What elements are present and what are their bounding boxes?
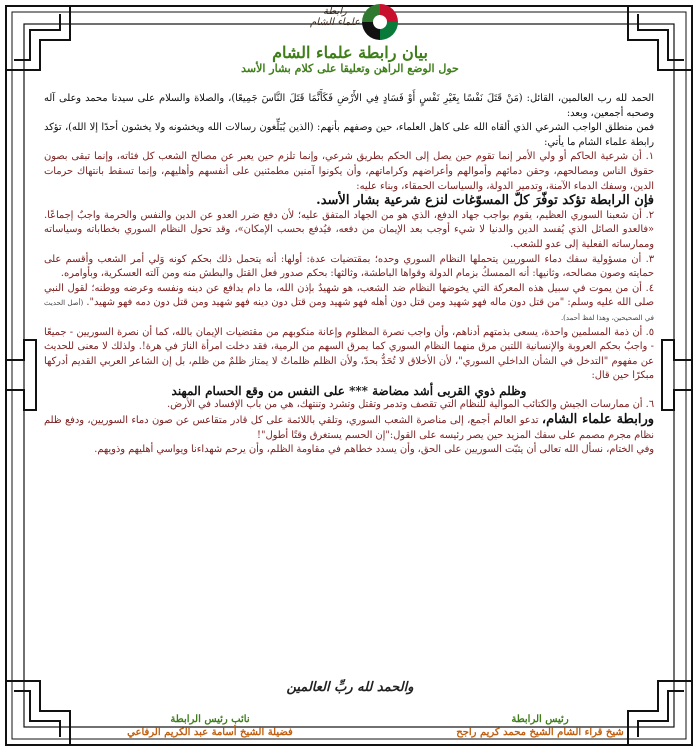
conclusion-paragraph: ورابطة علماء الشام، تدعو العالم أجمع، إلى مناصرة الشعب السوري، وتلقي باللائمة على كل قادر متقاعس عن صون دماء السوريين، ودفع ظلم نظام مجرم مصمم على سفك المزيد حين يصر رئيسه على القول:"إن الحسم يستغرق وقتًا أطول"! [44, 412, 654, 441]
signature-president [430, 713, 650, 739]
item-1-emphasis: فإن الرابطة تؤكد توفّرَ كلّ المسوّغات لنزع شرعية بشار الأسد. [316, 193, 654, 209]
poem-verse: وظلم ذوي القربى أشد مضاضة *** على النفس من وقع الحسام المهند [171, 383, 527, 398]
closing-prayer: وفي الختام، نسأل الله تعالى أن يثبّت السوريين على الحق، وأن يسدد خطاهم في مقاومة الظلم، وأن يرحم شهداءنا ويواسي أهليهم وذويهم. [94, 444, 654, 456]
signature-name: فضيلة الشيخ أسامة عبد الكريم الرفاعي [127, 727, 293, 738]
statement-body [44, 92, 654, 458]
hadith-note: (أصل الحديث في الصحيحين، وهذا لفظ أحمد). [44, 299, 654, 322]
signature-name: شيخ قراء الشام الشيخ محمد كريم راجح [456, 727, 624, 738]
item-1: ١. أن شرعية الحاكم أو ولي الأمر إنما تقوم حين يصل إلى الحكم بطريق شرعي، وإنما تلزم حين يعبر عن مصالح الشعب كل فئاته، وإنما تبقى بصون حقوق الناس ومصالحهم، وحقن دمائهم وأموالهم وأعراضهم وكراماتهم، وأن يكونوا آمنين مطمئنين على أنفسهم وأهليهم، وإنما تسقط بانتهاك حرمات الدين، وسفك الدماء الآمنة، وتدمير الدولة، والسياسات الحمقاء، وبناء عليه: [44, 151, 654, 192]
page-title: بيان رابطة علماء الشام [272, 43, 428, 62]
intro-paragraph: الحمد لله رب العالمين، القائل: (مَنْ قَتَلَ نَفْسًا بِغَيْرِ نَفْسٍ أَوْ فَسَادٍ فِي الأَرْضِ فَكَأَنَّمَا قَتَلَ النَّاسَ جَمِيعًا)، والصلاة والسلام على سيدنا محمد وعلى آله وصحبه أجمعين، وبعد: [44, 93, 654, 119]
intro-paragraph-2: فمن منطلق الواجب الشرعي الذي ألقاه الله على كاهل العلماء، حين وصفهم بأنهم: (الذين يُبَلِّغون رسالات الله ويخشونه ولا يخشون أحدًا إلا الله)، تؤكد رابطة علماء الشام ما يأتي: [44, 122, 654, 148]
item-5: ٥. أن ذمة المسلمين واحدة، يسعى بذمتهم أدناهم، وأن واجب نصرة المظلوم وإعانة منكوبهم من مقتضيات الإيمان بالله، كما أن نصرة السوريين - جميعًا - واجبٌ بحكم العروبة والإنسانية اللتين مرق منهما النظام السوري كما يمرق السهم من الرمية، فقد دخلت امرأة النارَ في هرة!. ولذلك لا معنى للحديث عن مفهوم "التدخل في الشأن الداخلي السوري"، لأن الأخلاق لا تُحَدُّ بحدّ، ولأن الظلم ظلماتٌ لا يمتاز ظلمٌ من ظلم، بل إن الشاعر العربي القديم أدركها مبكرًا حين قال: [44, 326, 654, 382]
signature-role: رئيس الرابطة [511, 714, 569, 725]
item-4: ٤. أن من يموت في سبيل هذه المعركة التي يخوضها النظام ضد الشعب، هو شهيدٌ بإذن الله، ما دام يدافع عن دينه ونفسه وعرضه ووطنه؛ لقول النبي صلى الله عليه وسلم: "من قتل دون ماله فهو شهيد ومن قتل دون أهله فهو شهيد ومن قتل دون دينه فهو شهيد ومن قتل دون دمه فهو شهيد". (أصل الحديث في الصحيحين، وهذا لفظ أحمد). [44, 282, 654, 322]
signature-vice-president [90, 713, 330, 739]
signature-role: نائب رئيس الرابطة [170, 714, 250, 725]
item-2: ٢. أن شعبنا السوري العظيم، يقوم بواجب جهاد الدفع، الذي هو من الجهاد المتفق عليه؛ لأن دفع ضرر العدو عن الدين والنفس والحرمة واجبٌ إجماعًا. «فالعدو الصائل الذي يُفسد الدين والدنيا لا شيء أوجب بعد الإيمان من دفعه، فيُدفع بحسب الإمكان»، وقد تحول النظام السوري بخطاباته وسياساته وممارساته الفعلية إلى عدو للشعب. [44, 209, 654, 250]
logo-text: رابطة علماء الشام [310, 6, 360, 28]
item-6: ٦. أن ممارسات الجيش والكتائب الموالية للنظام التي تقصف وتدمر وتقتل وتشرد وتنتهك، هي من باب الإفساد في الأرض. [167, 399, 654, 411]
page-subtitle: حول الوضع الراهن وتعليقا على كلام بشار الأسد [241, 62, 459, 75]
item-3: ٣. أن مسؤولية سفك دماء السوريين يتحملها النظام السوري وحده؛ بمقتضيات عدة: أولها: أنه يتحمل ذلك بحكم كونه وَلي أمر الشعب وأقسم على حمايته وصون مصالحه، وثانيها: أنه الممسكُ بزمام الدولة وقواها الباطشة، وثالثها: بحكم صدور فعل القتل والبطش منه ومن آلته العسكرية، وبأوامره. [44, 253, 654, 280]
closing-praise: والحمد لله ربِّ العالمين [286, 680, 414, 695]
